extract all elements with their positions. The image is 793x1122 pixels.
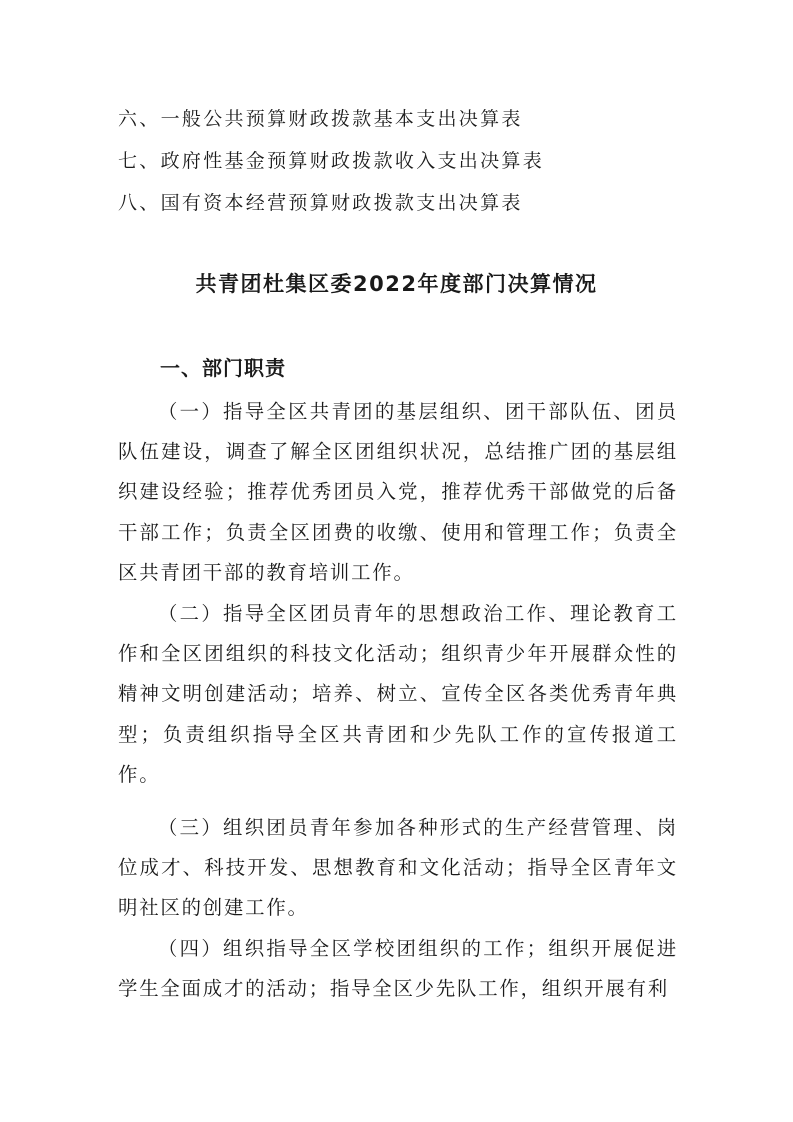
duty-paragraph-3: （三）组织团员青年参加各种形式的生产经营管理、岗位成才、科技开发、思想教育和文化活动；指导全区青年文明社区的创建工作。 [118,816,678,920]
duty-paragraph-1: （一）指导全区共青团的基层组织、团干部队伍、团员队伍建设，调查了解全区团组织状况，总结推广团的基层组织建设经验；推荐优秀团员入党，推荐优秀干部做党的后备干部工作；负责全区团费的收缴、使用和管理工作；负责全区共青团干部的教育培训工作。 [118,400,678,584]
section-heading-duties: 一、部门职责 [160,356,286,380]
toc-item-6: 六、一般公共预算财政拨款基本支出决算表 [118,108,523,130]
duty-paragraph-4: （四）组织指导全区学校团组织的工作；组织开展促进学生全面成才的活动；指导全区少先队工作，组织开展有利 [118,937,678,1001]
document-title: 共青团杜集区委2022年度部门决算情况 [195,272,598,296]
toc-item-7: 七、政府性基金预算财政拨款收入支出决算表 [118,150,545,172]
duty-paragraph-2: （二）指导全区团员青年的思想政治工作、理论教育工作和全区团组织的科技文化活动；组织青少年开展群众性的精神文明创建活动；培养、树立、宣传全区各类优秀青年典型；负责组织指导全区共青团和少先队工作的宣传报道工作。 [118,602,678,786]
toc-item-8: 八、国有资本经营预算财政拨款支出决算表 [118,192,523,214]
